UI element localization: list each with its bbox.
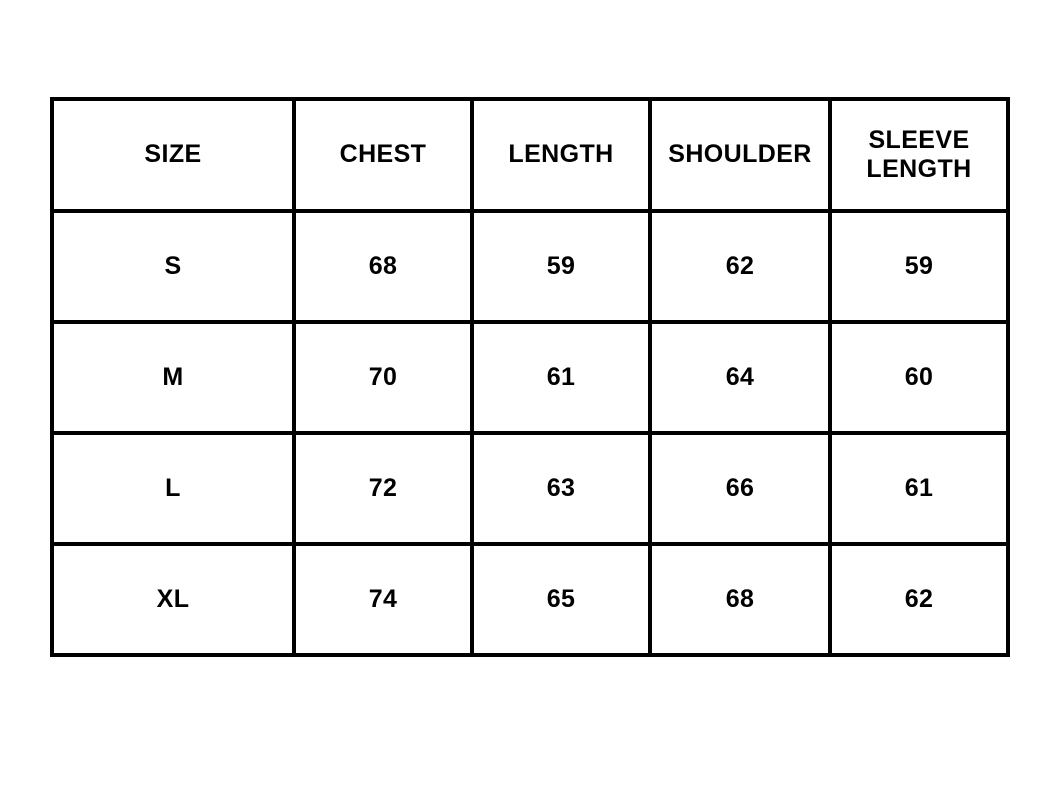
column-header-shoulder: SHOULDER [650, 99, 830, 211]
size-chart-table [50, 97, 1010, 657]
table-row [52, 433, 1008, 544]
cell-sleeve-length: 59 [830, 211, 1008, 322]
cell-chest: 72 [294, 433, 472, 544]
cell-sleeve-length: 61 [830, 433, 1008, 544]
column-header-sleeve-line1: SLEEVE [868, 125, 970, 154]
cell-size: S [52, 211, 294, 322]
table-row [52, 322, 1008, 433]
cell-sleeve-length: 62 [830, 544, 1008, 655]
column-header-sleeve-length [830, 99, 1008, 211]
cell-shoulder: 68 [650, 544, 830, 655]
size-chart-container [50, 97, 1006, 657]
column-header-chest: CHEST [294, 99, 472, 211]
cell-length: 61 [472, 322, 650, 433]
table-row [52, 544, 1008, 655]
cell-size: M [52, 322, 294, 433]
column-header-sleeve-line2: LENGTH [866, 155, 972, 183]
cell-chest: 70 [294, 322, 472, 433]
cell-size: L [52, 433, 294, 544]
cell-length: 63 [472, 433, 650, 544]
cell-shoulder: 64 [650, 322, 830, 433]
cell-shoulder: 66 [650, 433, 830, 544]
cell-size: XL [52, 544, 294, 655]
cell-length: 59 [472, 211, 650, 322]
column-header-length: LENGTH [472, 99, 650, 211]
table-header [52, 99, 1008, 211]
cell-chest: 74 [294, 544, 472, 655]
table-body [52, 211, 1008, 655]
table-row [52, 211, 1008, 322]
cell-chest: 68 [294, 211, 472, 322]
cell-sleeve-length: 60 [830, 322, 1008, 433]
cell-length: 65 [472, 544, 650, 655]
cell-shoulder: 62 [650, 211, 830, 322]
table-header-row [52, 99, 1008, 211]
column-header-size: SIZE [52, 99, 294, 211]
